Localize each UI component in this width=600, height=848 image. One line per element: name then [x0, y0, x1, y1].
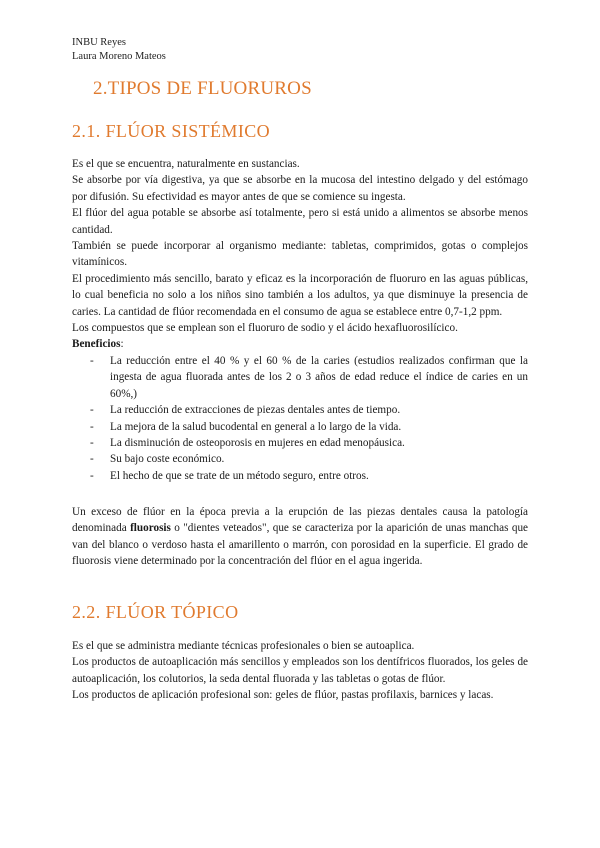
header-line-2: Laura Moreno Mateos — [72, 51, 166, 62]
list-item — [72, 419, 528, 435]
list-item-text: El hecho de que se trate de un método seguro, entre otros. — [110, 469, 369, 482]
list-item-text: La mejora de la salud bucodental en general a lo largo de la vida. — [110, 420, 402, 433]
section-topico-body — [72, 638, 528, 704]
paragraph: El flúor del agua potable se absorbe así totalmente, pero si está unido a alimentos se absorbe menos cantidad. — [72, 207, 528, 236]
section-heading-topico: 2.2. FLÚOR TÓPICO — [72, 602, 239, 622]
list-item — [72, 451, 528, 467]
list-item-text: La reducción de extracciones de piezas dentales antes de tiempo. — [110, 404, 401, 417]
list-item-text: La reducción entre el 40 % y el 60 % de la caries (estudios realizados confirman que la ingesta de agua fluorada antes de los 2 o 3 años de edad reduce el índice de caries en un 60%,) — [110, 354, 528, 400]
paragraph: Los productos de aplicación profesional son: geles de flúor, pastas profilaxis, barnices y lacas. — [72, 689, 494, 702]
list-dash: - — [90, 453, 94, 466]
list-item — [72, 402, 528, 418]
document-title: 2.TIPOS DE FLUORUROS — [93, 78, 312, 99]
paragraph: Los compuestos que se emplean son el fluoruro de sodio y el ácido hexafluorosilícico. — [72, 322, 458, 335]
list-item-text: La disminución de osteoporosis en mujeres en edad menopáusica. — [110, 436, 405, 449]
page-header — [72, 36, 166, 64]
fluorosis-text-before: Un exceso de flúor en la época previa a la erupción de las piezas dentales causa la patología denominada — [72, 506, 528, 535]
list-dash: - — [90, 469, 94, 482]
list-dash: - — [90, 420, 94, 433]
paragraph: También se puede incorporar al organismo mediante: tabletas, comprimidos, gotas o complejos vitamínicos. — [72, 240, 528, 269]
paragraph: Es el que se encuentra, naturalmente en sustancias. — [72, 158, 300, 170]
paragraph: Se absorbe por vía digestiva, ya que se absorbe en la mucosa del intestino delgado y del estómago por difusión. Su efectividad es mayor antes de que se comience su ingesta. — [72, 174, 528, 203]
list-dash: - — [90, 354, 94, 367]
list-item — [72, 435, 528, 451]
fluorosis-text-after: o "dientes veteados", que se caracteriza por la aparición de unas manchas que van del blanco o verdoso hasta el amarillento o marrón, con porosidad en la superficie. El grado de fluorosis viene determinado por la concentración del flúor en el agua ingerida. — [72, 522, 528, 568]
section-heading-sistemico: 2.1. FLÚOR SISTÉMICO — [72, 121, 271, 141]
list-item — [72, 353, 528, 402]
benefits-title: Beneficios — [72, 338, 121, 351]
list-item — [72, 468, 528, 484]
benefits-heading — [72, 336, 528, 352]
fluorosis-paragraph — [72, 504, 528, 570]
fluorosis-term: fluorosis — [130, 522, 171, 535]
list-dash: - — [90, 404, 94, 417]
paragraph: El procedimiento más sencillo, barato y eficaz es la incorporación de fluoruro en las aguas públicas, lo cual beneficia no solo a los niños sino también a los adultos, ya que disminuye la presencia de caries. La cantidad de flúor recomendada en el consumo de agua se establece entre 0,7-1,2 ppm. — [72, 272, 528, 318]
benefits-list — [72, 353, 528, 484]
header-line-1: INBU Reyes — [72, 37, 126, 48]
list-item-text: Su bajo coste económico. — [110, 453, 225, 466]
benefits-colon: : — [120, 338, 124, 351]
section-sistemico-body — [72, 156, 528, 484]
paragraph: Es el que se administra mediante técnicas profesionales o bien se autoaplica. — [72, 640, 415, 652]
paragraph: Los productos de autoaplicación más sencillos y empleados son los dentífricos fluorados, los geles de autoaplicación, los colutorios, la seda dental fluorada y las tabletas o gotas de flúor. — [72, 656, 528, 685]
list-dash: - — [90, 436, 94, 449]
